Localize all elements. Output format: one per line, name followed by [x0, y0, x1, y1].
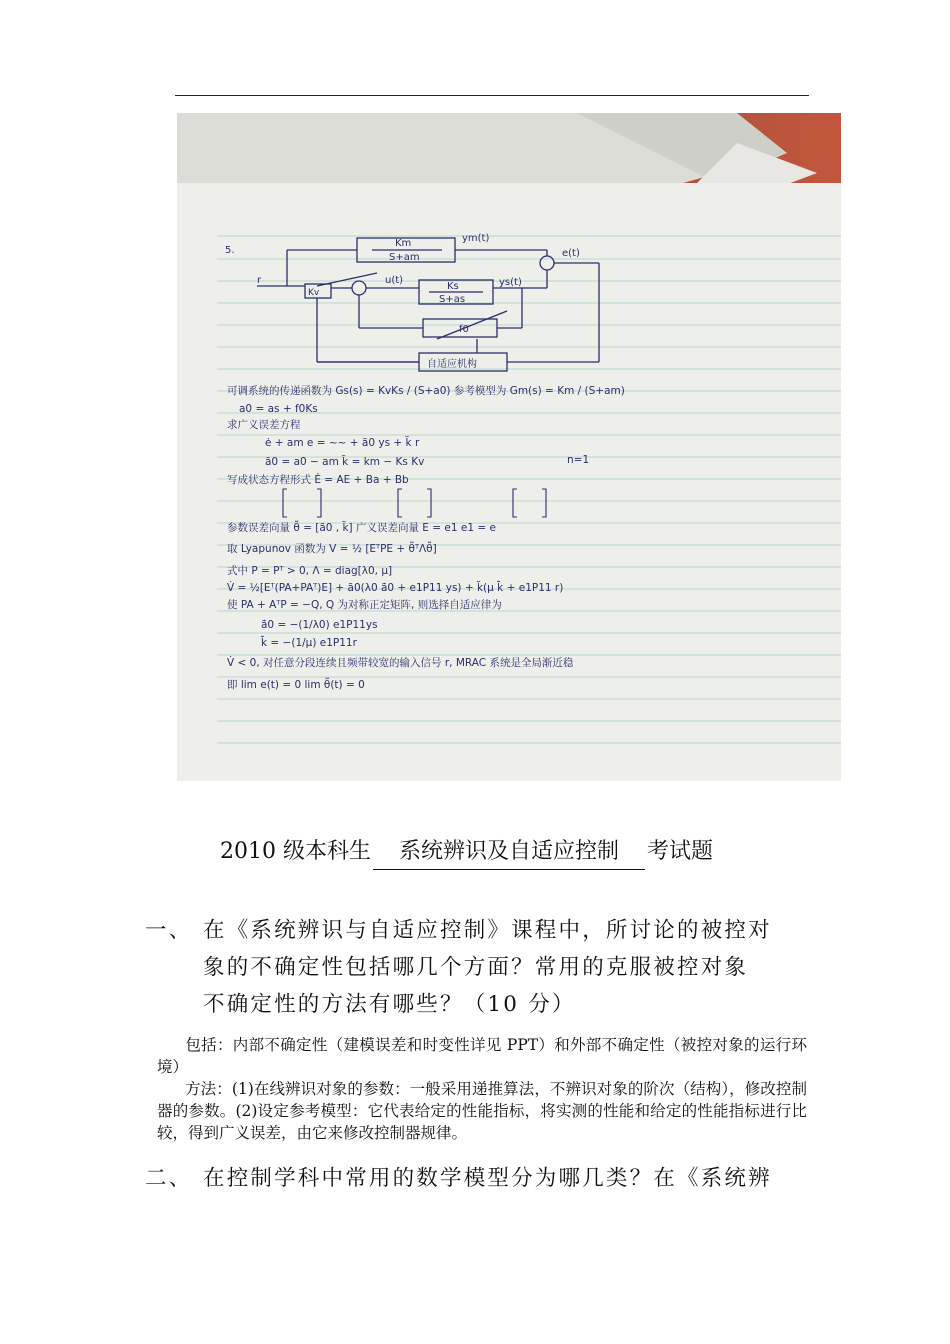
error-label: e(t): [562, 248, 580, 259]
note-line-12: ã̇0 = −(1/λ0) e1P11ys: [261, 619, 378, 631]
note-line-2: a0 = as + f0Ks: [239, 403, 318, 415]
question-1-number: 一、: [145, 918, 193, 943]
u-label: u(t): [385, 275, 404, 286]
mrac-block-diagram: [257, 238, 599, 371]
note-line-4: ė + am e = ~~ + ã0 ys + k̃ r: [265, 437, 420, 449]
answer-1: [157, 1034, 807, 1144]
feedback-label: f0: [459, 324, 469, 335]
exam-title: [220, 834, 780, 870]
question-2-line-1: 在控制学科中常用的数学模型分为哪几类？在《系统辨: [203, 1166, 772, 1191]
note-line-8: 取 Lyapunov 函数为 V = ½ [EᵀPE + θ̃ᵀΛθ̃]: [227, 543, 437, 555]
notes-drawing: [177, 113, 841, 781]
question-2: [145, 1160, 772, 1197]
answer-1-paragraph-1: 包括：内部不确定性（建模误差和时变性详见 PPT）和外部不确定性（被控对象的运行环境）: [157, 1036, 807, 1076]
ref-model-denominator: S+am: [389, 252, 420, 263]
note-line-13: k̃̇ = −(1/μ) e1P11r: [261, 637, 357, 649]
note-line-9: 式中 P = Pᵀ > 0, Λ = diag[λ0, μ]: [227, 565, 393, 577]
note-line-6: 写成状态方程形式 Ė = AE + Ba + Bb: [227, 474, 409, 486]
note-line-3: 求广义误差方程: [227, 419, 301, 431]
n-note: n=1: [567, 454, 590, 466]
answer-1-paragraph-2: 方法：(1)在线辨识对象的参数：一般采用递推算法，不辨识对象的阶次（结构），修改控制器的参数。(2)设定参考模型：它代表给定的性能指标，将实测的性能和给定的性能指标进行比较，得到广义误差，由它来修改控制器规律。: [157, 1080, 807, 1142]
note-line-15: 即 lim e(t) = 0 lim θ̃(t) = 0: [227, 679, 365, 691]
ym-label: ym(t): [462, 233, 490, 244]
ys-label: ys(t): [499, 277, 522, 288]
plant-numerator: Ks: [447, 281, 459, 292]
handwritten-notes-photo: [177, 113, 841, 781]
ref-model-numerator: Km: [395, 238, 412, 249]
header-rule: [175, 95, 809, 96]
matrix-sketches: [283, 489, 546, 517]
question-1-line-1: 在《系统辨识与自适应控制》课程中，所讨论的被控对: [203, 918, 772, 943]
plant-denominator: S+as: [439, 294, 466, 305]
note-line-1: 可调系统的传递函数为 Gs(s) = KvKs / (S+a0) 参考模型为 Gm(s) = Km / (S+am): [227, 385, 625, 397]
adaptive-mechanism-label: 自适应机构: [427, 359, 477, 370]
problem-number: 5.: [225, 245, 235, 256]
question-1-line-3: 不确定性的方法有哪些？（10 分）: [203, 992, 576, 1017]
diagram-input-r: r: [257, 275, 262, 286]
question-2-number: 二、: [145, 1166, 193, 1191]
question-1-line-2: 象的不确定性包括哪几个方面？常用的克服被控对象: [203, 955, 749, 980]
note-line-10: V̇ = ½[Eᵀ(PA+PAᵀ)E] + ã0(λ0 ã̇0 + e1P11 ys) + k̃(μ k̃̇ + e1P11 r): [227, 582, 564, 594]
exam-title-prefix: 2010 级本科生: [220, 839, 371, 864]
exam-title-suffix: 考试题: [647, 839, 714, 864]
note-line-14: V̇ < 0, 对任意分段连续且频带较宽的输入信号 r, MRAC 系统是全局渐近稳: [227, 657, 574, 669]
derivation-text: [227, 384, 625, 691]
kv-label: Kv: [308, 288, 320, 298]
question-1: [145, 912, 772, 1023]
note-line-7: 参数误差向量 θ̃ = [ã0 , k̃] 广义误差向量 E = e1 e1 = e: [227, 522, 496, 534]
exam-course-name: 系统辨识及自适应控制: [373, 834, 645, 870]
note-line-5: ã0 = a0 − am k̃ = km − Ks Kv: [265, 456, 425, 468]
note-line-11: 使 PA + AᵀP = −Q, Q 为对称正定矩阵, 则选择自适应律为: [227, 599, 502, 611]
